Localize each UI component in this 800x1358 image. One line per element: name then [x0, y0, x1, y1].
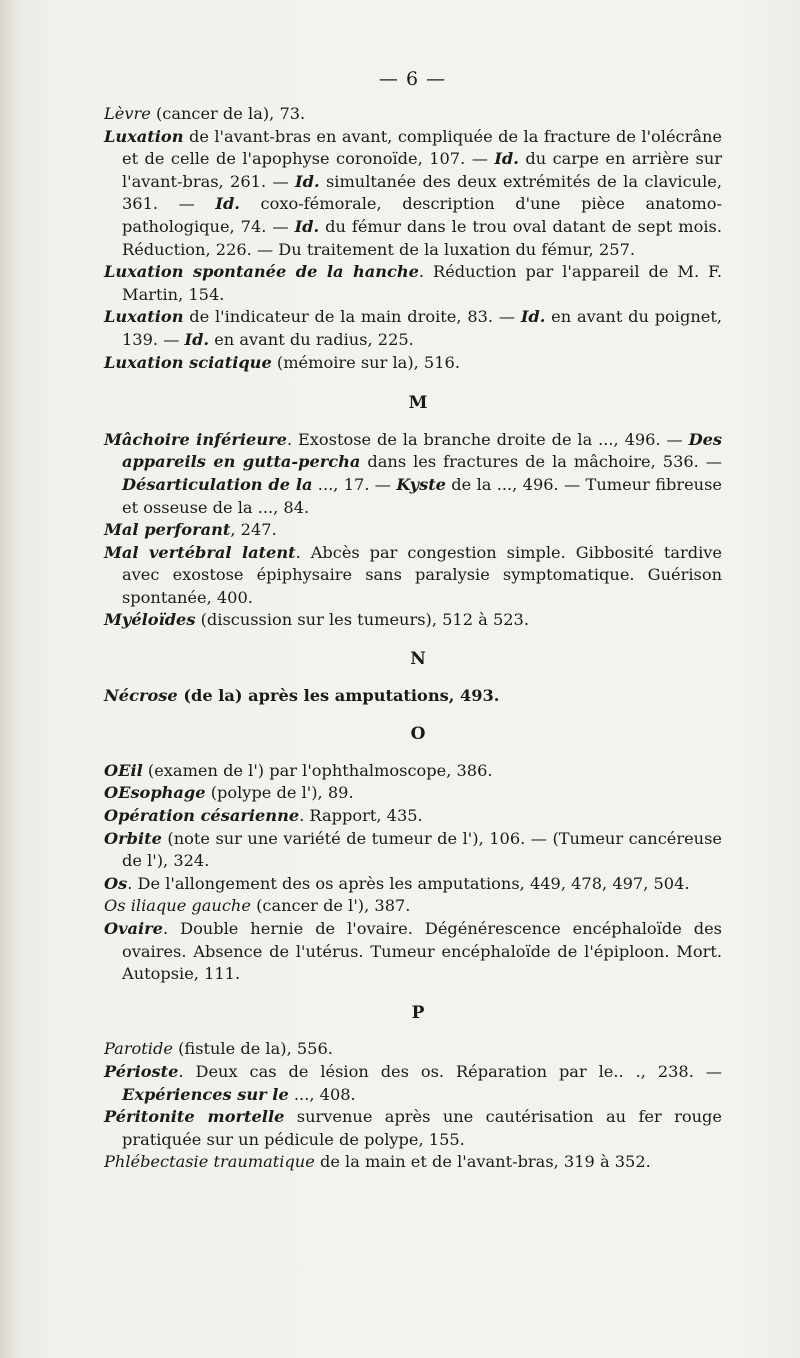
- entry-headword: Myéloïdes: [104, 610, 196, 630]
- entry-text: survenue après une cautérisation au fer rouge pratiquée sur un pédicule de polype, 155.: [122, 1107, 722, 1149]
- index-entry-levre: [104, 103, 722, 126]
- entry-headword: Périoste: [104, 1061, 179, 1081]
- entry-text: en avant du poignet, 139. —: [122, 307, 722, 349]
- entry-italic: Kyste: [396, 474, 446, 494]
- index-entry-perioste: [104, 1061, 722, 1106]
- entry-headword: Mâchoire inférieure: [104, 429, 287, 449]
- index-entry-peritonite: [104, 1106, 722, 1151]
- entry-text: de l'avant-bras en avant, compliquée de la fracture de l'olécrâne et de celle de l'apophyse coronoïde, 107. —: [122, 126, 722, 169]
- entry-headword: Os iliaque gauche: [104, 896, 251, 916]
- entry-text: du fémur dans le trou oval datant de sept mois. Réduction, 226. — Du traitement de la luxation du fémur, 257.: [122, 216, 722, 259]
- entry-text: (cancer de l'), 387.: [250, 896, 411, 916]
- entry-headword: Mal perforant: [104, 520, 231, 540]
- entry-text: (fistule de la), 556.: [172, 1039, 333, 1059]
- entry-italic: Id.: [295, 171, 320, 191]
- entry-text: (polype de l'), 89.: [205, 783, 354, 803]
- entry-headword: Luxation spontanée de la hanche: [104, 262, 419, 282]
- entry-headword: Péritonite mortelle: [104, 1107, 285, 1127]
- entry-text: de la ..., 496. — Tumeur fibreuse et osseuse de la ..., 84.: [122, 474, 722, 517]
- entry-text: (note sur une variété de tumeur de l'), 106. — (Tumeur cancéreuse de l'), 324.: [122, 828, 722, 871]
- section-letter-o: O: [410, 724, 426, 745]
- entry-text: . Rapport, 435.: [299, 806, 423, 826]
- entry-italic: Id.: [494, 149, 519, 169]
- entry-headword: Os: [104, 873, 128, 893]
- entry-text: dans les fractures de la mâchoire, 536. —: [360, 452, 722, 472]
- section-letter-m: M: [408, 393, 428, 414]
- entry-italic: Des appareils en gutta-percha: [122, 429, 723, 472]
- entry-italic: Id.: [215, 194, 240, 214]
- entry-text: . Abcès par congestion simple. Gibbosité tardive avec exostose épiphysaire sans paralysie symptomatique. Guérison spontanée, 400.: [122, 542, 722, 607]
- entry-text: de l'indicateur de la main droite, 83. —: [183, 307, 521, 327]
- entry-headword: OEil: [104, 760, 143, 780]
- entry-text: ..., 408.: [288, 1084, 356, 1104]
- index-entry-ovaire: [104, 918, 722, 986]
- entry-text: ..., 17. —: [312, 474, 397, 494]
- section-letter-n: N: [410, 649, 426, 670]
- index-entry-oeil: [104, 760, 722, 783]
- index-entry-orbite: [104, 828, 722, 873]
- index-entry-luxation-indicateur: [104, 306, 722, 351]
- entry-headword: Opération césarienne: [104, 806, 300, 826]
- index-entry-luxation: [104, 126, 722, 262]
- index-entry-phlebectasie: [104, 1151, 722, 1174]
- entry-headword: Lèvre: [104, 104, 151, 123]
- index-entry-operation-cesarienne: [104, 805, 722, 828]
- index-entry-necrose: [104, 685, 722, 708]
- entry-text: en avant du radius, 225.: [209, 329, 414, 349]
- index-entry-mal-vertebral: [104, 542, 722, 610]
- index-entry-parotide: [104, 1038, 722, 1061]
- section-letter-p: P: [411, 1002, 425, 1023]
- entry-italic: Id.: [520, 307, 546, 327]
- entry-text: . Exostose de la branche droite de la ..., 496. —: [286, 429, 689, 449]
- entry-italic: Id.: [184, 329, 210, 349]
- entry-text: (examen de l') par l'ophthalmoscope, 386.: [142, 760, 493, 780]
- entry-text: simultanée des deux extrémités de la clavicule, 361. —: [122, 171, 722, 214]
- entry-text: coxo-fémorale, description d'une pièce anatomo-pathologique, 74. —: [122, 194, 722, 236]
- entry-headword: Luxation sciatique: [104, 352, 272, 372]
- entry-italic: Expériences sur le: [122, 1084, 289, 1104]
- entry-headword: Luxation: [104, 126, 184, 146]
- entry-text: . Double hernie de l'ovaire. Dégénérescence encéphaloïde des ovaires. Absence de l'utérus. Tumeur encéphaloïde de l'épiploon. Mort. Autopsie, 111.: [122, 919, 722, 984]
- entry-text: . Réduction par l'appareil de M. F. Martin, 154.: [122, 262, 722, 304]
- entry-headword: Orbite: [104, 828, 162, 848]
- index-entry-luxation-sciatique: [104, 352, 722, 375]
- entry-headword: Luxation: [104, 307, 184, 327]
- index-entry-machoire: [104, 429, 722, 519]
- index-entry-os-iliaque: [104, 895, 722, 918]
- entry-text: . De l'allongement des os après les amputations, 449, 478, 497, 504.: [127, 873, 690, 893]
- index-column: [104, 103, 722, 1174]
- entry-text: . Deux cas de lésion des os. Réparation par le.. ., 238. —: [178, 1061, 722, 1081]
- entry-headword: Ovaire: [104, 919, 163, 938]
- entry-headword: OEsophage: [104, 783, 206, 803]
- entry-headword: Parotide: [104, 1039, 173, 1059]
- entry-text: de la main et de l'avant-bras, 319 à 352.: [314, 1152, 651, 1172]
- index-entry-myeloides: [104, 609, 722, 632]
- index-entry-luxation-spontanee: [104, 261, 722, 306]
- entry-headword: Nécrose: [104, 685, 178, 705]
- entry-text: (de la) après les amputations, 493.: [177, 685, 500, 705]
- entry-italic: Désarticulation de la: [122, 474, 313, 494]
- entry-text: (discussion sur les tumeurs), 512 à 523.: [195, 610, 530, 630]
- index-entry-os: [104, 873, 722, 896]
- entry-text: du carpe en arrière sur l'avant-bras, 261. —: [122, 149, 722, 191]
- entry-italic: Id.: [294, 216, 320, 236]
- entry-headword: Mal vertébral latent: [104, 542, 296, 562]
- entry-text: (mémoire sur la), 516.: [271, 352, 460, 372]
- entry-text: , 247.: [230, 520, 277, 540]
- page-number: — 6 —: [378, 68, 447, 90]
- entry-headword: Phlébectasie traumatique: [104, 1152, 315, 1172]
- index-entry-mal-perforant: [104, 519, 722, 542]
- index-entry-oesophage: [104, 782, 722, 805]
- entry-text: (cancer de la), 73.: [150, 104, 306, 123]
